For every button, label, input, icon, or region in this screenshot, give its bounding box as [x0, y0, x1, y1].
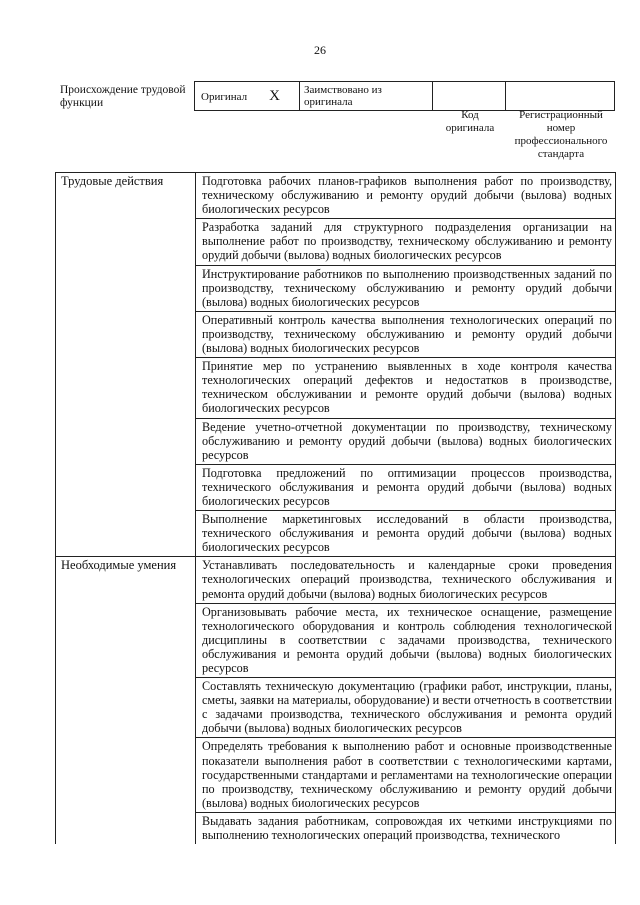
- function-table: [55, 172, 616, 844]
- borrowed-label: Заимствовано из оригинала: [304, 84, 382, 108]
- section-label: Трудовые действия: [56, 173, 196, 557]
- list-item: Организовывать рабочие места, их техническое оснащение, размещение технологического оборудования и контроль соблюдения технологической дисциплины в соответствии с задачами производства, технического обслуживания и ремонта орудий добычи (вылова) водных биологических ресурсов: [196, 604, 615, 678]
- original-mark: X: [269, 87, 280, 104]
- original-code-cell: [433, 82, 506, 111]
- list-item: Оперативный контроль качества выполнения технологических операций по производству, техническому обслуживанию и ремонту орудий добычи (вылова) водных биологических ресурсов: [196, 312, 615, 358]
- list-item: Устанавливать последовательность и календарные сроки проведения технологических операций производства, технического обслуживания и ремонта орудий добычи (вылова) водных биологических ресурсов: [196, 557, 615, 603]
- list-item: Выполнение маркетинговых исследований в области производства, технического обслуживания и ремонта орудий добычи (вылова) водных биологических ресурсов: [202, 512, 612, 555]
- page-number: 26: [314, 43, 326, 57]
- list-item: Подготовка рабочих планов-графиков выполнения работ по производству, техническому обслуживанию и ремонту орудий добычи (вылова) водных биологических ресурсов: [196, 173, 615, 219]
- list-item: Разработка заданий для структурного подразделения организации на выполнение работ по производству, техническому обслуживанию и ремонту орудий добычи (вылова) водных биологических ресурсов: [196, 219, 615, 265]
- original-label: Оригинал: [201, 90, 248, 103]
- registration-caption: Регистрационный номер профессионального стандарта: [514, 109, 608, 160]
- origin-table: [194, 81, 615, 111]
- list-item: Ведение учетно-отчетной документации по производству, техническому обслуживанию и ремонту орудий добычи (вылова) водных биологических ресурсов: [196, 419, 615, 465]
- section-row-labor-actions: [56, 173, 616, 557]
- registration-number-cell: [506, 82, 615, 111]
- list-item: Принятие мер по устранению выявленных в ходе контроля качества технологических операций дефектов и недостатков в производстве, техническом обслуживании и ремонте орудий добычи (вылова) водных биологических ресурсов: [196, 358, 615, 418]
- section-items: [196, 173, 616, 557]
- section-row-required-skills: [56, 557, 616, 844]
- original-cell: [195, 82, 300, 111]
- section-items: [196, 557, 616, 844]
- origin-label: Происхождение трудовой функции: [60, 84, 186, 109]
- list-item: Определять требования к выполнению работ и основные производственные показатели выполнения работ в соответствии с технологическими картами, государственными стандартами и регламентами на технологические операции по производству, техническому обслуживанию и ремонту орудий добычи (вылова) водных биологических ресурсов: [196, 738, 615, 812]
- list-item: Подготовка предложений по оптимизации процессов производства, технического обслуживания и ремонта орудий добычи (вылова) водных биологических ресурсов: [196, 465, 615, 511]
- list-item: Выдавать задания работникам, сопровождая их четкими инструкциями по выполнению технологических операций производства, технического: [202, 813, 612, 843]
- borrowed-cell: [300, 82, 433, 111]
- list-item: Составлять техническую документацию (графики работ, инструкции, планы, сметы, заявки на материалы, оборудование) и вести отчетность в соответствии с задачами производства, технического обслуживания и ремонта орудий добычи (вылова) водных биологических ресурсов: [196, 678, 615, 738]
- list-item: Инструктирование работников по выполнению производственных заданий по производству, техническому обслуживанию и ремонту орудий добычи (вылова) водных биологических ресурсов: [196, 266, 615, 312]
- section-label: Необходимые умения: [56, 557, 196, 844]
- code-caption: Код оригинала: [445, 109, 495, 134]
